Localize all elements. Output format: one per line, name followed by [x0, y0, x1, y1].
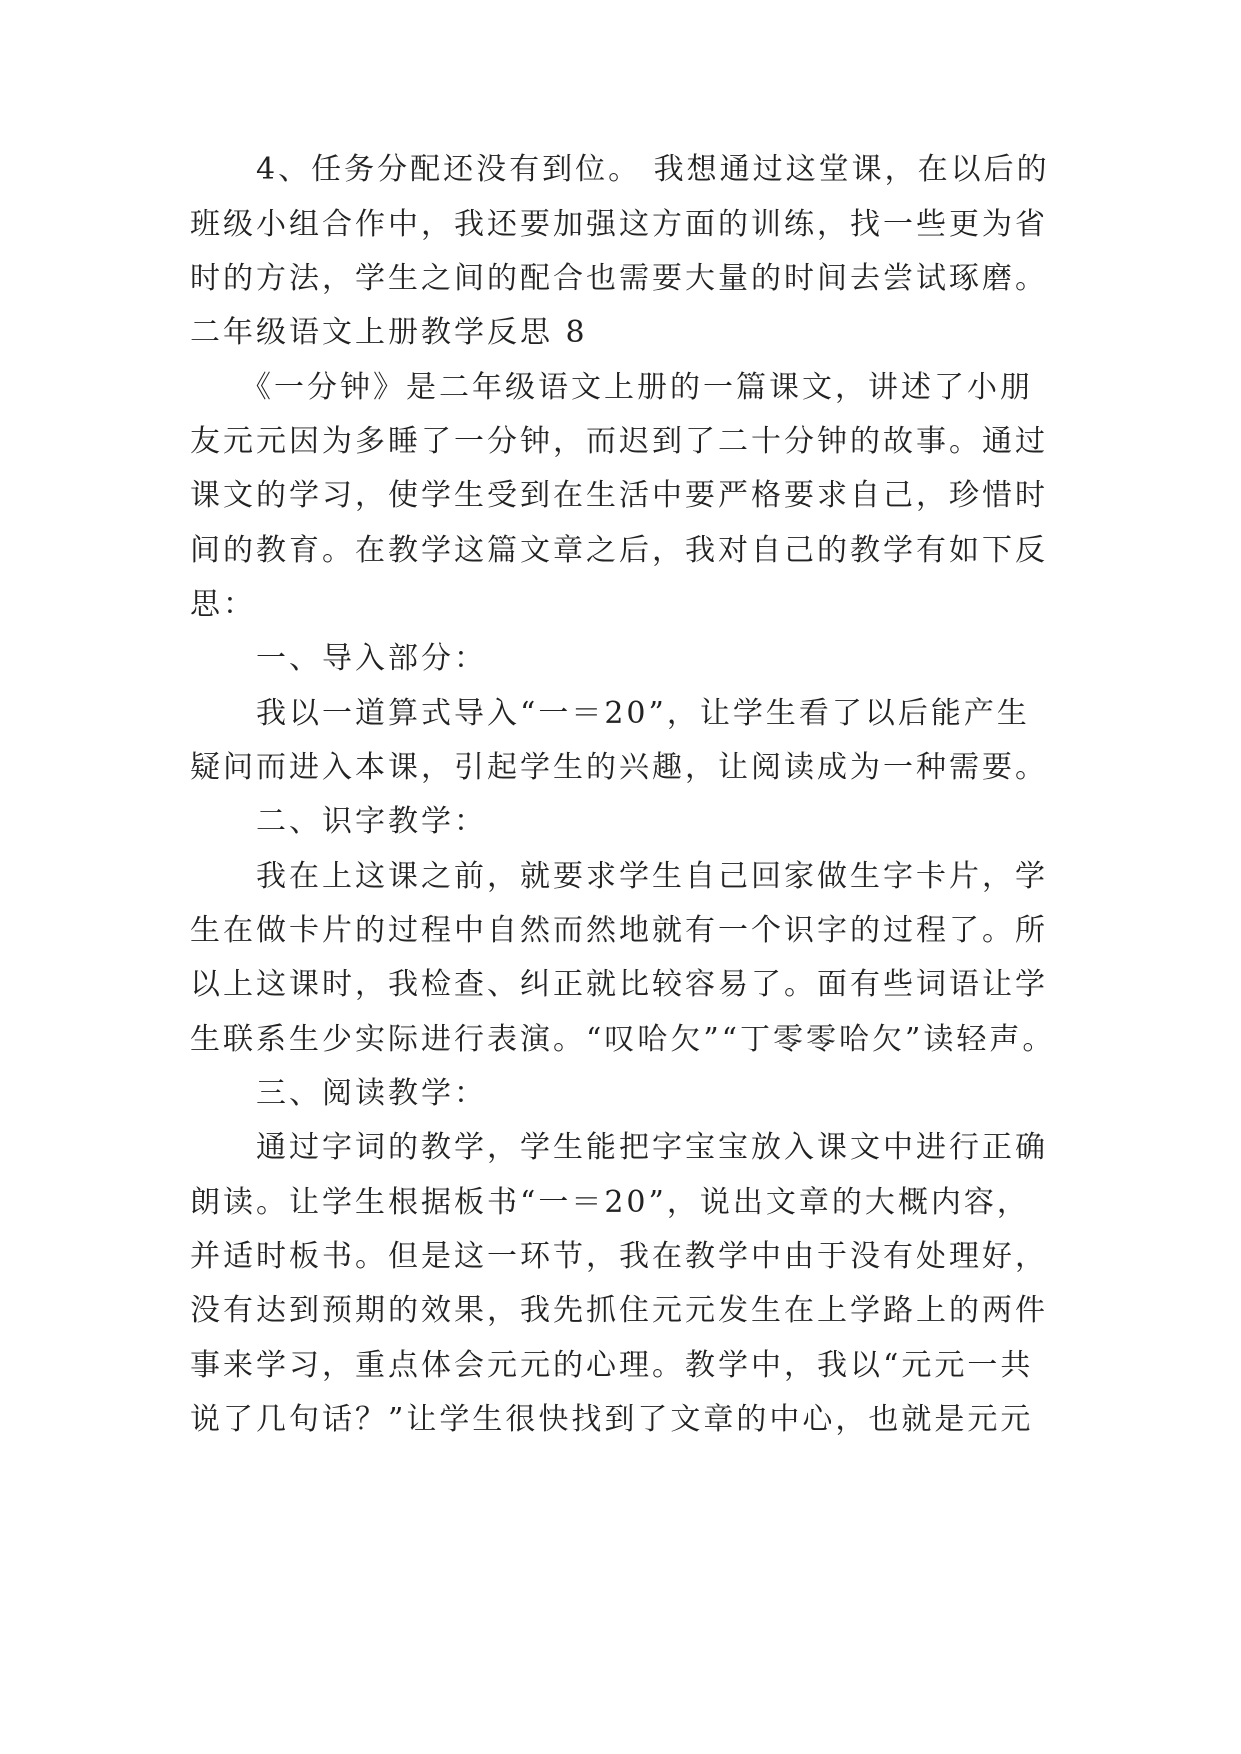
text-line: 通过字词的教学，学生能把字宝宝放入课文中进行正确 [190, 1130, 1048, 1165]
text-line: 事来学习，重点体会元元的心理。教学中，我以“元元一共 [190, 1348, 1034, 1383]
text-line: 疑问而进入本课，引起学生的兴趣，让阅读成为一种需要。 [190, 750, 1048, 785]
text-line: 生在做卡片的过程中自然而然地就有一个识字的过程了。所 [190, 913, 1048, 948]
text-line: 思： [190, 587, 256, 622]
section-heading: 二年级语文上册教学反思 8 [190, 315, 588, 350]
text-line: 我在上这课之前，就要求学生自己回家做生字卡片，学 [190, 859, 1048, 894]
text-line: 班级小组合作中，我还要加强这方面的训练，找一些更为省 [190, 207, 1048, 242]
text-line: 以上这课时，我检查、纠正就比较容易了。面有些词语让学 [190, 967, 1048, 1002]
text-line: 间的教育。在教学这篇文章之后，我对自己的教学有如下反 [190, 533, 1048, 568]
text-line: 生联系生少实际进行表演。“叹哈欠”“丁零零哈欠”读轻声。 [190, 1022, 1056, 1057]
text-line: 时的方法，学生之间的配合也需要大量的时间去尝试琢磨。 [190, 261, 1048, 296]
text-line: 没有达到预期的效果，我先抓住元元发生在上学路上的两件 [190, 1293, 1048, 1328]
text-line: 《一分钟》是二年级语文上册的一篇课文，讲述了小朋 [190, 370, 1033, 405]
text-line: 我以一道算式导入“一＝20”，让学生看了以后能产生 [190, 696, 1030, 731]
text-line: 说了几句话？”让学生很快找到了文章的中心，也就是元元 [190, 1402, 1034, 1437]
subsection-heading: 一、导入部分： [190, 641, 487, 676]
subsection-heading: 二、识字教学： [190, 804, 487, 839]
text-line: 4、任务分配还没有到位。 我想通过这堂课，在以后的 [190, 152, 1050, 187]
subsection-heading: 三、阅读教学： [190, 1076, 487, 1111]
text-line: 友元元因为多睡了一分钟，而迟到了二十分钟的故事。通过 [190, 424, 1048, 459]
text-line: 课文的学习，使学生受到在生活中要严格要求自己，珍惜时 [190, 478, 1048, 513]
text-line: 朗读。让学生根据板书“一＝20”，说出文章的大概内容， [190, 1185, 1030, 1220]
text-line: 并适时板书。但是这一环节，我在教学中由于没有处理好， [190, 1239, 1048, 1274]
